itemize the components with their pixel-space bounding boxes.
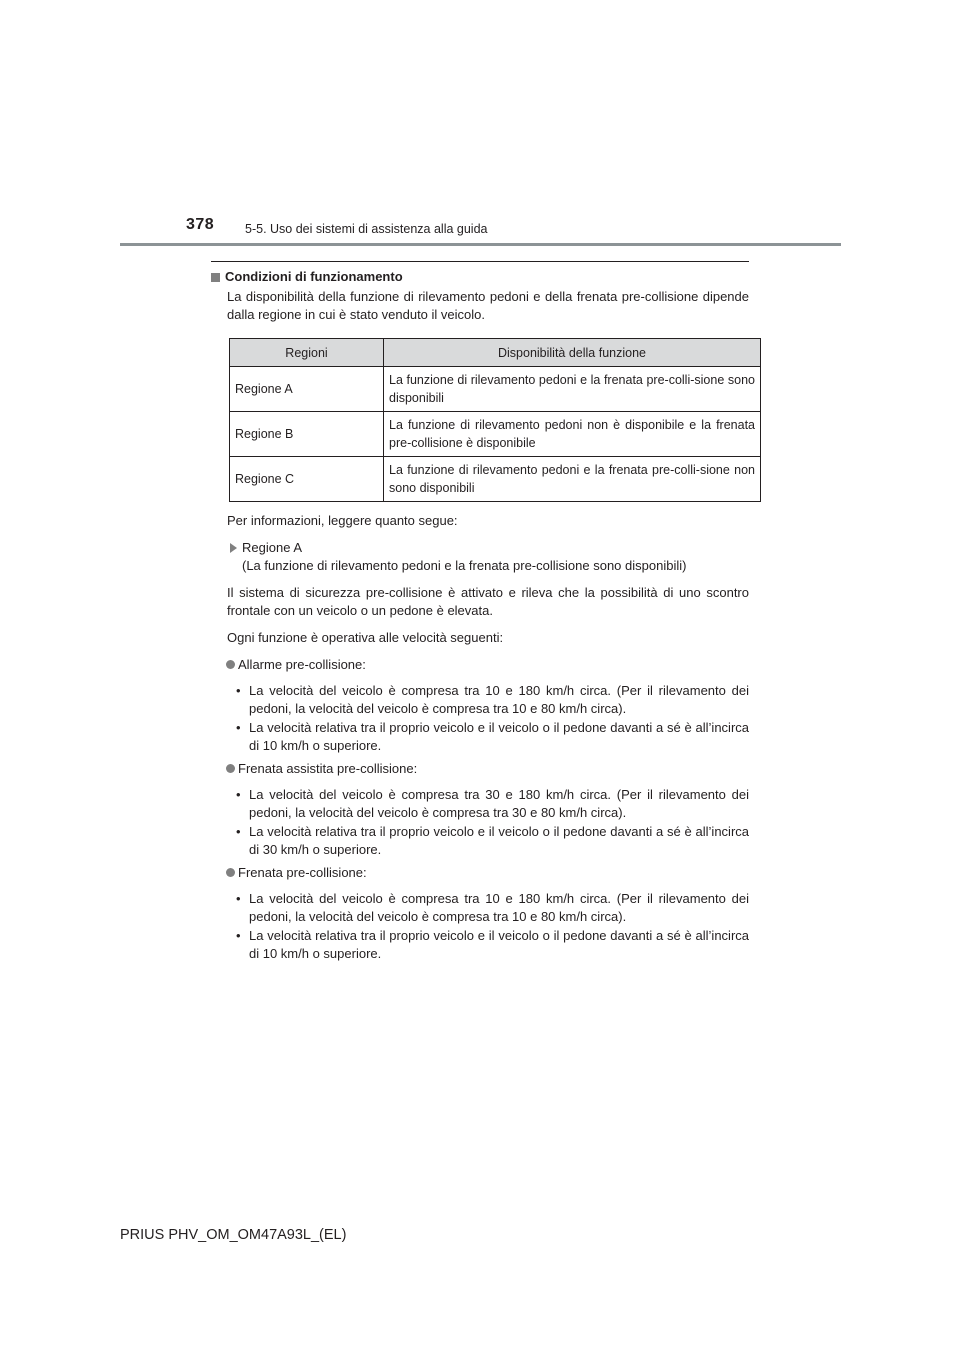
region-a-subtitle: (La funzione di rilevamento pedoni e la frenata pre-collisione sono disponibili) bbox=[242, 558, 687, 573]
list-item bbox=[236, 890, 749, 926]
bullet-text: La velocità relativa tra il proprio veicolo e il veicolo o il pedone davanti a sé è all’incirca di 10 km/h o superiore. bbox=[249, 720, 749, 753]
header-rule bbox=[120, 243, 841, 246]
function-item bbox=[226, 760, 749, 778]
table-header-row bbox=[230, 339, 761, 367]
bullet-text: La velocità relativa tra il proprio veicolo e il veicolo o il pedone davanti a sé è all’incirca di 10 km/h o superiore. bbox=[249, 928, 749, 961]
table-row bbox=[230, 367, 761, 412]
section-title: 5-5. Uso dei sistemi di assistenza alla guida bbox=[245, 222, 488, 236]
list-item bbox=[236, 786, 749, 822]
table-row bbox=[230, 457, 761, 502]
intro-paragraph: La disponibilità della funzione di rilevamento pedoni e della frenata pre-collisione dipende dalla regione in cui è stato venduto il veicolo. bbox=[227, 289, 749, 322]
function-title: Frenata pre-collisione: bbox=[238, 865, 367, 880]
table-row bbox=[230, 412, 761, 457]
function-bullets bbox=[236, 786, 749, 859]
bullet-text: La velocità del veicolo è compresa tra 10 e 180 km/h circa. (Per il rilevamento dei pedoni, la velocità del veicolo è compresa tra 10 e 80 km/h circa). bbox=[249, 683, 749, 716]
list-item bbox=[236, 823, 749, 859]
main-content bbox=[211, 268, 755, 968]
page-number: 378 bbox=[186, 216, 215, 233]
bullet-text: La velocità relativa tra il proprio veicolo e il veicolo o il pedone davanti a sé è all’incirca di 30 km/h o superiore. bbox=[249, 824, 749, 857]
round-bullet-icon bbox=[226, 868, 235, 877]
bullet-mark: • bbox=[236, 824, 241, 839]
bullet-text: La velocità del veicolo è compresa tra 30 e 180 km/h circa. (Per il rilevamento dei pedoni, la velocità del veicolo è compresa tra 30 e 80 km/h circa). bbox=[249, 787, 749, 820]
function-item bbox=[226, 656, 749, 674]
bullet-mark: • bbox=[236, 891, 241, 906]
list-item bbox=[236, 682, 749, 718]
bullet-mark: • bbox=[236, 720, 241, 735]
region-cell: Regione B bbox=[230, 412, 384, 457]
list-item bbox=[236, 719, 749, 755]
function-title: Frenata assistita pre-collisione: bbox=[238, 761, 418, 776]
bullet-text: La velocità del veicolo è compresa tra 10 e 180 km/h circa. (Per il rilevamento dei pedoni, la velocità del veicolo è compresa tra 10 e 80 km/h circa). bbox=[249, 891, 749, 924]
system-paragraph: Il sistema di sicurezza pre-collisione è attivato e rileva che la possibilità di uno scontro frontale con un veicolo o un pedone è elevata. bbox=[227, 585, 749, 618]
info-paragraph: Per informazioni, leggere quanto segue: bbox=[227, 513, 458, 528]
availability-cell: La funzione di rilevamento pedoni e la frenata pre-colli-sione sono disponibili bbox=[384, 367, 761, 412]
function-item bbox=[226, 864, 749, 882]
function-title: Allarme pre-collisione: bbox=[238, 657, 366, 672]
region-a-item bbox=[227, 539, 749, 575]
region-cell: Regione C bbox=[230, 457, 384, 502]
function-bullets bbox=[236, 890, 749, 963]
availability-cell: La funzione di rilevamento pedoni e la frenata pre-colli-sione non sono disponibili bbox=[384, 457, 761, 502]
bullet-mark: • bbox=[236, 787, 241, 802]
bullet-mark: • bbox=[236, 683, 241, 698]
section-heading bbox=[211, 268, 749, 286]
availability-cell: La funzione di rilevamento pedoni non è disponibile e la frenata pre-collisione è disponibile bbox=[384, 412, 761, 457]
round-bullet-icon bbox=[226, 764, 235, 773]
list-item bbox=[236, 927, 749, 963]
region-cell: Regione A bbox=[230, 367, 384, 412]
table-header-regions: Regioni bbox=[230, 339, 384, 367]
function-bullets bbox=[236, 682, 749, 755]
content-rule bbox=[211, 261, 749, 262]
speed-intro-paragraph: Ogni funzione è operativa alle velocità seguenti: bbox=[227, 630, 504, 645]
regions-table bbox=[229, 338, 761, 502]
bullet-mark: • bbox=[236, 928, 241, 943]
table-header-availability: Disponibilità della funzione bbox=[384, 339, 761, 367]
triangle-arrow-icon bbox=[230, 543, 237, 553]
square-bullet-icon bbox=[211, 273, 220, 282]
heading-text: Condizioni di funzionamento bbox=[225, 269, 403, 284]
footer-doc-code: PRIUS PHV_OM_OM47A93L_(EL) bbox=[120, 1227, 347, 1243]
region-a-title: Regione A bbox=[242, 540, 302, 555]
round-bullet-icon bbox=[226, 660, 235, 669]
